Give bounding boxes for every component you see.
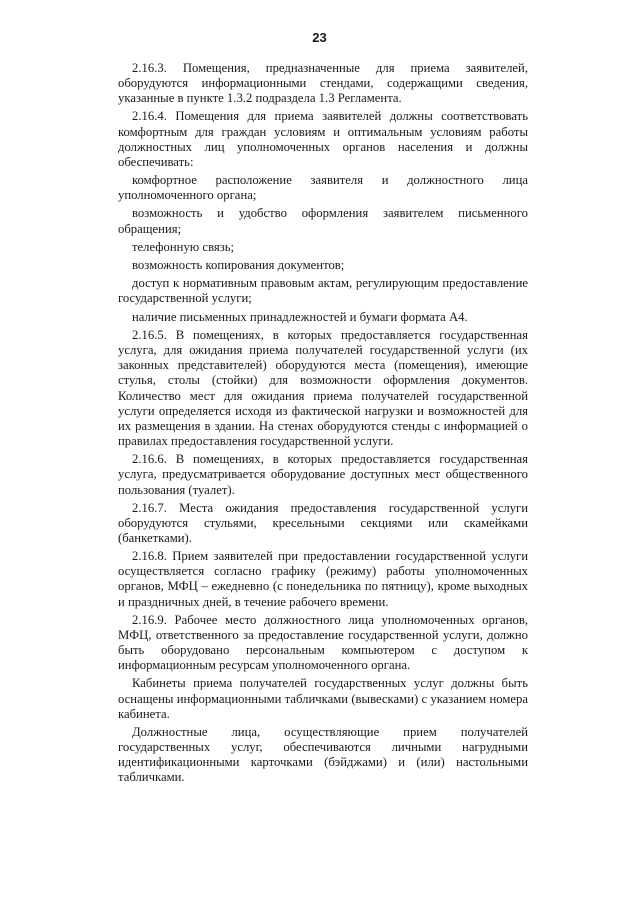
paragraph-2-16-6: 2.16.6. В помещениях, в которых предоставляется государственная услуга, предусматривается оборудование доступных мест общественного пользования (туалет). (118, 452, 528, 497)
paragraph-2-16-3: 2.16.3. Помещения, предназначенные для приема заявителей, оборудуются информационными стендами, содержащими сведения, указанные в пункте 1.3.2 подраздела 1.3 Регламента. (118, 61, 528, 106)
list-item-written-request: возможность и удобство оформления заявителем письменного обращения; (118, 206, 528, 236)
paragraph-2-16-4: 2.16.4. Помещения для приема заявителей должны соответствовать комфортным для граждан условиям и оптимальным условиям работы должностных лиц уполномоченных органов населения и должны обеспечивать: (118, 109, 528, 170)
paragraph-2-16-9: 2.16.9. Рабочее место должностного лица уполномоченных органов, МФЦ, ответственного за предоставление государственной услуги, должно быть оборудовано персональным компьютером с доступом к информационным ресурсам уполномоченного органа. (118, 612, 528, 673)
paragraph-cabinets: Кабинеты приема получателей государственных услуг должны быть оснащены информационными табличками (вывесками) с указанием номера кабинета. (118, 676, 528, 721)
page-number: 23 (312, 30, 327, 45)
list-item-legal-acts: доступ к нормативным правовым актам, регулирующим предоставление государственной услуги; (118, 276, 528, 306)
paragraph-officials: Должностные лица, осуществляющие прием получателей государственных услуг, обеспечиваются личными нагрудными идентификационными карточками (бэйджами) и (или) настольными табличками. (118, 724, 528, 785)
paragraph-2-16-8: 2.16.8. Прием заявителей при предоставлении государственной услуги осуществляется согласно графику (режиму) работы уполномоченных органов, МФЦ – ежедневно (с понедельника по пятницу), кроме выходных и праздничных дней, в течение рабочего времени. (118, 549, 528, 609)
list-item-telephone: телефонную связь; (132, 239, 235, 254)
document-body (118, 61, 528, 788)
paragraph-2-16-7: 2.16.7. Места ожидания предоставления государственной услуги оборудуются стульями, кресельными секциями или скамейками (банкетками). (118, 500, 528, 546)
list-item-stationery: наличие письменных принадлежностей и бумаги формата А4. (132, 309, 468, 324)
list-item-copying: возможность копирования документов; (132, 258, 345, 273)
paragraph-2-16-5: 2.16.5. В помещениях, в которых предоставляется государственная услуга, для ожидания приема получателей государственной услуги (их законных представителей) оборудуются места (помещения), имеющие стулья, столы (стойки) для возможности оформления документов. Количество мест для ожидания приема получателей государственной услуги определяется исходя из фактической нагрузки и возможностей для их размещения в здании. На стенах оборудуются стенды с информацией о правилах предоставления государственной услуги. (118, 327, 528, 449)
list-item-comfortable-placement: комфортное расположение заявителя и должностного лица уполномоченного органа; (118, 173, 528, 203)
